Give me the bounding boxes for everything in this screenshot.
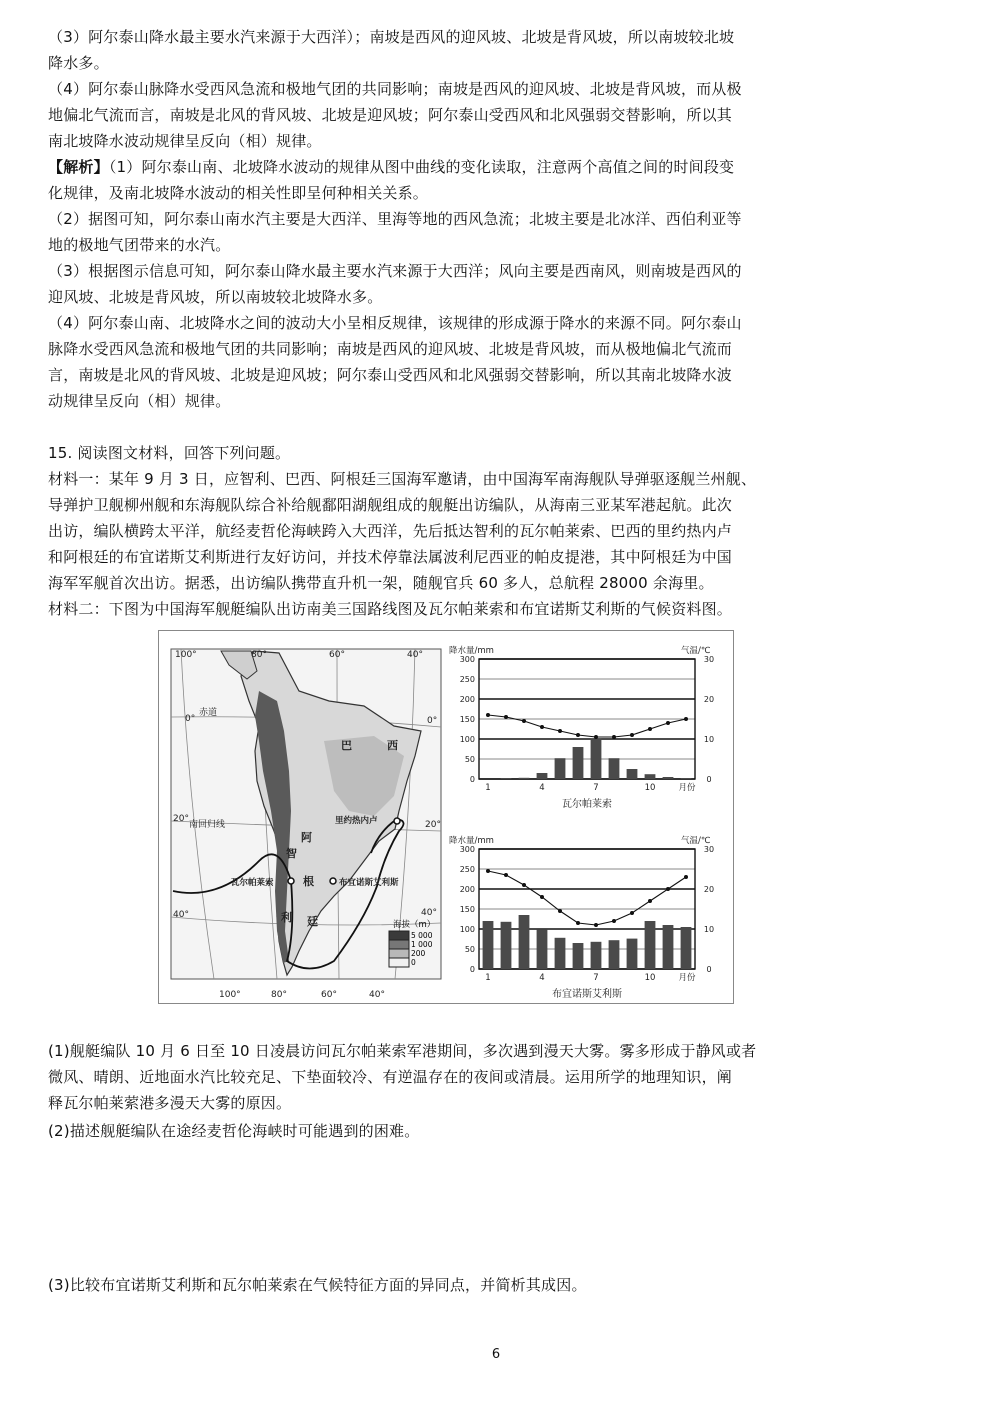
text-line: (1)舰艇编队 10 月 6 日至 10 日凌晨访问瓦尔帕莱索军港期间，多次遇到漫天大雾。雾多形成于静风或者 — [48, 1042, 757, 1060]
text-line: 南北坡降水波动规律呈反向（相）规律。 — [48, 132, 322, 150]
chart-title: 布宜诺斯艾利斯 — [552, 989, 622, 1000]
precip-bar — [519, 915, 530, 969]
city-label: 布宜诺斯艾利斯 — [339, 878, 399, 888]
y2-tick-label: 0 — [706, 965, 712, 974]
lon-label: 60° — [329, 650, 345, 660]
y-axis-title: 降水量/mm — [449, 646, 494, 656]
temperature-point — [648, 899, 652, 903]
x-tick-label: 4 — [539, 973, 545, 983]
text-line: 动规律呈反向（相）规律。 — [48, 392, 231, 410]
temperature-point — [486, 713, 490, 717]
temperature-point — [666, 721, 670, 725]
precip-bar — [627, 769, 638, 779]
x-tick-label: 7 — [593, 783, 599, 793]
country-label: 西 — [387, 739, 398, 752]
x-tick-label: 4 — [539, 783, 545, 793]
city-marker-buenos-aires — [330, 878, 336, 884]
precip-bar — [591, 738, 602, 779]
lon-label: 100° — [219, 990, 241, 1000]
text-line: 言，南坡是北风的背风坡、北坡是迎风坡；阿尔泰山受西风和北风强弱交替影响，所以其南北坡降水波 — [48, 366, 733, 384]
city-label: 瓦尔帕莱索 — [231, 878, 274, 888]
temperature-point — [522, 883, 526, 887]
figure-map-and-climate — [158, 630, 734, 1004]
subquestion-2 — [48, 1118, 848, 1144]
temperature-point — [684, 875, 688, 879]
legend-value: 200 — [411, 949, 426, 958]
precip-bar — [681, 778, 692, 779]
temperature-point — [504, 715, 508, 719]
south-america-map — [171, 649, 441, 1000]
text-line: 释瓦尔帕莱萦港多漫天大雾的原因。 — [48, 1094, 292, 1112]
temperature-point — [594, 923, 598, 927]
temperature-point — [576, 733, 580, 737]
y-tick-label: 100 — [459, 735, 475, 744]
y-tick-label: 0 — [469, 965, 475, 974]
lat-label: 0° — [185, 714, 196, 724]
explanation-3 — [48, 258, 848, 310]
precip-bar — [537, 930, 548, 969]
lon-label: 100° — [175, 650, 197, 660]
temperature-point — [504, 873, 508, 877]
climate-chart-valparaiso — [449, 645, 714, 810]
x-tick-label: 1 — [485, 783, 491, 793]
text-line: 海军军舰首次出访。据悉，出访编队携带直升机一架，随舰官兵 60 多人，总航程 28000 余海里。 — [48, 574, 714, 592]
precip-bar — [663, 925, 674, 969]
city-marker-rio — [394, 818, 400, 824]
text-line: （3）根据图示信息可知，阿尔泰山降水最主要水汽来源于大西洋；风向主要是西南风，则南坡是西风的 — [48, 262, 742, 280]
text-line: （2）据图可知，阿尔泰山南水汽主要是大西洋、里海等地的西风急流；北坡主要是北冰洋、西伯利亚等 — [48, 210, 742, 228]
lon-label: 80° — [251, 650, 267, 660]
answer-3 — [48, 24, 848, 76]
chart-title: 瓦尔帕莱索 — [562, 799, 612, 810]
text-line: 导弹护卫舰柳州舰和东海舰队综合补给舰鄱阳湖舰组成的舰艇出访编队，从海南三亚某军港起航。此次 — [48, 496, 733, 514]
lon-label: 80° — [271, 990, 287, 1000]
y-tick-label: 300 — [459, 845, 475, 854]
temperature-point — [612, 735, 616, 739]
precip-bar — [591, 942, 602, 969]
temperature-point — [540, 895, 544, 899]
temperature-point — [594, 735, 598, 739]
precip-bar — [609, 940, 620, 969]
y-tick-label: 250 — [459, 865, 475, 874]
lon-label: 60° — [321, 990, 337, 1000]
y2-tick-label: 30 — [703, 655, 715, 664]
temperature-point — [486, 869, 490, 873]
text-line: 出访，编队横跨太平洋，航经麦哲伦海峡跨入大西洋，先后抵达智利的瓦尔帕莱索、巴西的里约热内卢 — [48, 522, 733, 540]
y2-tick-label: 10 — [703, 735, 715, 744]
y-tick-label: 150 — [459, 905, 475, 914]
temperature-point — [540, 725, 544, 729]
y2-tick-label: 10 — [703, 925, 715, 934]
x-tick-label: 月份 — [678, 973, 696, 983]
x-tick-label: 10 — [644, 973, 656, 983]
precip-bar — [501, 922, 512, 969]
precip-bar — [555, 758, 566, 779]
text-line: 微风、晴朗、近地面水汽比较充足、下垫面较冷、有逆温存在的夜间或清晨。运用所学的地理知识，阐 — [48, 1068, 733, 1086]
text-line: 化规律，及南北坡降水波动的相关性即呈何种相关关系。 — [48, 184, 429, 202]
precip-bar — [681, 927, 692, 969]
country-label: 廷 — [307, 915, 318, 928]
temperature-point — [630, 911, 634, 915]
lat-label: 0° — [427, 716, 438, 726]
temperature-point — [522, 719, 526, 723]
text-line: (2)描述舰艇编队在途经麦哲伦海峡时可能遇到的困难。 — [48, 1122, 420, 1140]
y2-axis-title: 气温/℃ — [681, 836, 711, 846]
y-tick-label: 250 — [459, 675, 475, 684]
precip-bar — [663, 777, 674, 779]
temperature-point — [576, 921, 580, 925]
text-line: 材料二：下图为中国海军舰艇编队出访南美三国路线图及瓦尔帕莱索和布宜诺斯艾利斯的气候资料图。 — [48, 600, 733, 618]
temperature-point — [612, 919, 616, 923]
y2-axis-title: 气温/℃ — [681, 646, 711, 656]
text-line: （4）阿尔泰山脉降水受西风急流和极地气团的共同影响；南坡是西风的迎风坡、北坡是背风坡，而从极 — [48, 80, 742, 98]
y-tick-label: 50 — [464, 755, 475, 764]
temperature-point — [630, 733, 634, 737]
city-marker-valparaiso — [288, 878, 294, 884]
tropic-label: 南回归线 — [189, 820, 226, 830]
text-line: 【解析】（1）阿尔泰山南、北坡降水波动的规律从图中曲线的变化读取，注意两个高值之间的时间段变 — [48, 158, 735, 176]
text-line: 地的极地气团带来的水汽。 — [48, 236, 231, 254]
x-tick-label: 7 — [593, 973, 599, 983]
text-line: 和阿根廷的布宜诺斯艾利斯进行友好访问，并技术停靠法属波利尼西亚的帕皮提港，其中阿根廷为中国 — [48, 548, 733, 566]
country-label: 利 — [281, 911, 292, 924]
lat-label: 40° — [173, 910, 189, 920]
y-tick-label: 0 — [469, 775, 475, 784]
text-line: (3)比较布宜诺斯艾利斯和瓦尔帕莱索在气候特征方面的异同点，并简析其成因。 — [48, 1276, 587, 1294]
question-15 — [48, 440, 848, 622]
legend-value: 0 — [411, 958, 416, 967]
text-line: （4）阿尔泰山南、北坡降水之间的波动大小呈相反规律，该规律的形成源于降水的来源不同。阿尔泰山 — [48, 314, 742, 332]
y-tick-label: 150 — [459, 715, 475, 724]
legend-value: 5 000 — [411, 931, 433, 940]
text-line: 材料一：某年 9 月 3 日，应智利、巴西、阿根廷三国海军邀请，由中国海军南海舰队导弹驱逐舰兰州舰、 — [48, 470, 757, 488]
subquestion-3 — [48, 1272, 848, 1298]
lat-label: 20° — [173, 814, 189, 824]
x-tick-label: 10 — [644, 783, 656, 793]
city-label: 里约热内卢 — [335, 816, 378, 826]
text-line: 15. 阅读图文材料，回答下列问题。 — [48, 444, 291, 462]
y-tick-label: 100 — [459, 925, 475, 934]
explanation-label: 【解析】 — [48, 158, 109, 176]
precip-bar — [537, 773, 548, 779]
subquestion-1 — [48, 1038, 848, 1116]
lon-label: 40° — [407, 650, 423, 660]
x-tick-label: 1 — [485, 973, 491, 983]
lat-label: 40° — [421, 908, 437, 918]
temperature-point — [558, 909, 562, 913]
temperature-point — [648, 727, 652, 731]
precip-bar — [573, 747, 584, 779]
country-label: 阿 — [301, 831, 312, 844]
text-line: （3）阿尔泰山降水最主要水汽来源于大西洋）；南坡是西风的迎风坡、北坡是背风坡，所以南坡较北坡 — [48, 28, 735, 46]
y2-tick-label: 30 — [703, 845, 715, 854]
precip-bar — [483, 921, 494, 969]
precip-bar — [555, 938, 566, 969]
climate-chart-buenos-aires — [449, 835, 714, 1000]
lat-label: 20° — [425, 820, 441, 830]
explanation-2 — [48, 206, 848, 258]
y-tick-label: 300 — [459, 655, 475, 664]
page-number: 6 — [491, 1347, 501, 1362]
y2-tick-label: 0 — [706, 775, 712, 784]
text-line: 地偏北气流而言，南坡是北风的背风坡、北坡是迎风坡；阿尔泰山受西风和北风强弱交替影响，所以其 — [48, 106, 733, 124]
y2-tick-label: 20 — [703, 695, 715, 704]
country-label: 根 — [303, 875, 314, 888]
precip-bar — [609, 758, 620, 779]
explanation-1 — [48, 154, 848, 206]
answer-4 — [48, 76, 848, 154]
precip-bar — [645, 774, 656, 779]
y-tick-label: 200 — [459, 885, 475, 894]
country-label: 智 — [286, 847, 297, 860]
legend-value: 1 000 — [411, 940, 433, 949]
temperature-point — [558, 729, 562, 733]
temperature-point — [666, 887, 670, 891]
text-line: 降水多。 — [48, 54, 109, 72]
precip-bar — [519, 778, 530, 779]
text-line: 迎风坡、北坡是背风坡，所以南坡较北坡降水多。 — [48, 288, 383, 306]
y-tick-label: 200 — [459, 695, 475, 704]
explanation-4 — [48, 310, 848, 414]
lon-label: 40° — [369, 990, 385, 1000]
precip-bar — [627, 939, 638, 969]
y-tick-label: 50 — [464, 945, 475, 954]
temperature-point — [684, 717, 688, 721]
legend-title: 海拔（m） — [393, 920, 436, 930]
text-line: 脉降水受西风急流和极地气团的共同影响；南坡是西风的迎风坡、北坡是背风坡，而从极地偏北气流而 — [48, 340, 733, 358]
equator-label: 赤道 — [199, 708, 218, 718]
country-label: 巴 — [341, 739, 352, 752]
precip-bar — [573, 943, 584, 969]
precip-bar — [645, 921, 656, 969]
y2-tick-label: 20 — [703, 885, 715, 894]
y-axis-title: 降水量/mm — [449, 836, 494, 846]
x-tick-label: 月份 — [678, 783, 696, 793]
